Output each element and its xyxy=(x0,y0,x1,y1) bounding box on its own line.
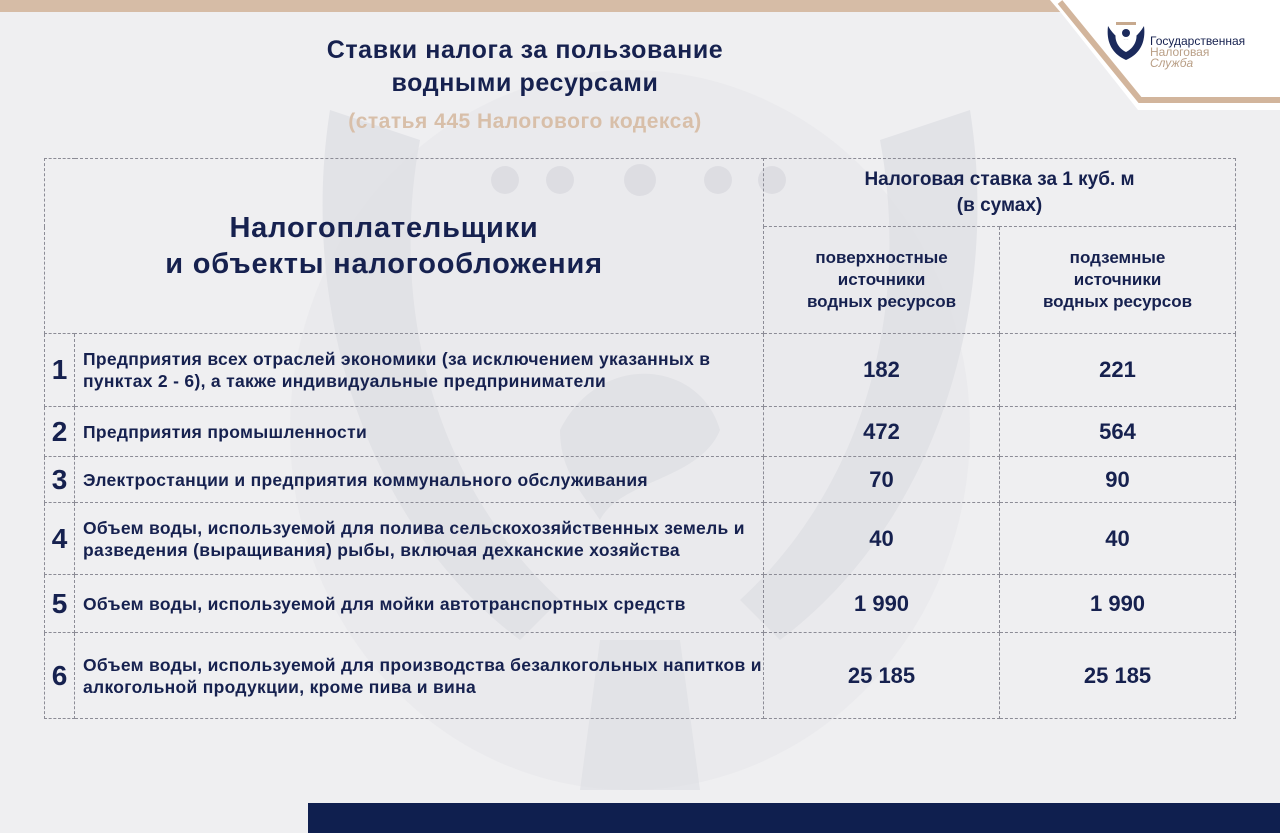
header-taxpayers-line2: и объекты налогообложения xyxy=(165,248,603,280)
row-surface-rate: 25 185 xyxy=(764,633,1000,719)
row-surface-rate: 70 xyxy=(764,457,1000,503)
table-row xyxy=(45,633,1236,719)
row-underground-rate: 221 xyxy=(1000,334,1236,407)
row-description: Предприятия промышленности xyxy=(75,407,764,457)
page-title-line2: водными ресурсами xyxy=(391,69,659,97)
header-underground-line1: подземные xyxy=(1069,248,1166,267)
header-surface-line2: источники xyxy=(837,270,926,289)
row-number: 5 xyxy=(45,575,75,633)
logo-line1: Государственная xyxy=(1150,34,1246,48)
row-description: Объем воды, используемой для производства безалкогольных напитков и алкогольной продукции, кроме пива и вина xyxy=(75,633,764,719)
page-title-line1: Ставки налога за пользование xyxy=(326,36,724,64)
header-taxpayers-line1: Налогоплательщики xyxy=(229,212,539,244)
logo xyxy=(1104,18,1274,78)
row-description: Электростанции и предприятия коммунального обслуживания xyxy=(75,457,764,503)
row-number: 6 xyxy=(45,633,75,719)
row-number: 2 xyxy=(45,407,75,457)
row-underground-rate: 40 xyxy=(1000,503,1236,575)
header-underground-line3: водных ресурсов xyxy=(1042,292,1193,311)
row-surface-rate: 472 xyxy=(764,407,1000,457)
tax-rates-table xyxy=(44,158,1236,719)
header-taxpayers xyxy=(45,159,764,334)
row-number: 3 xyxy=(45,457,75,503)
header-rate-line1: Налоговая ставка за 1 куб. м xyxy=(864,168,1135,190)
page-title xyxy=(220,34,830,100)
eagle-emblem-icon xyxy=(1104,20,1148,64)
table-row xyxy=(45,575,1236,633)
row-surface-rate: 182 xyxy=(764,334,1000,407)
logo-text xyxy=(1150,36,1245,69)
row-description: Объем воды, используемой для полива сельскохозяйственных земель и разведения (выращивания) рыбы, включая дехканские хозяйства xyxy=(75,503,764,575)
header-surface-line1: поверхностные xyxy=(815,248,948,267)
header-rate xyxy=(764,159,1236,227)
header-underground-sources xyxy=(1000,227,1236,334)
row-underground-rate: 25 185 xyxy=(1000,633,1236,719)
logo-line3: Служба xyxy=(1150,56,1194,70)
table-row xyxy=(45,503,1236,575)
table-header-row xyxy=(45,159,1236,227)
header-rate-line2: (в сумах) xyxy=(956,194,1043,216)
header-surface-line3: водных ресурсов xyxy=(806,292,957,311)
logo-line2: Налоговая xyxy=(1150,45,1210,59)
row-underground-rate: 1 990 xyxy=(1000,575,1236,633)
table-row xyxy=(45,334,1236,407)
table-row xyxy=(45,457,1236,503)
page-subtitle: (статья 445 Налогового кодекса) xyxy=(348,110,702,133)
row-number: 4 xyxy=(45,503,75,575)
row-underground-rate: 90 xyxy=(1000,457,1236,503)
footer-bar xyxy=(308,803,1280,833)
header-surface-sources xyxy=(764,227,1000,334)
row-surface-rate: 40 xyxy=(764,503,1000,575)
row-number: 1 xyxy=(45,334,75,407)
table-row xyxy=(45,407,1236,457)
row-underground-rate: 564 xyxy=(1000,407,1236,457)
row-surface-rate: 1 990 xyxy=(764,575,1000,633)
header-underground-line2: источники xyxy=(1073,270,1162,289)
row-description: Предприятия всех отраслей экономики (за исключением указанных в пунктах 2 - 6), а также индивидуальные предприниматели xyxy=(75,334,764,407)
row-description: Объем воды, используемой для мойки автотранспортных средств xyxy=(75,575,764,633)
